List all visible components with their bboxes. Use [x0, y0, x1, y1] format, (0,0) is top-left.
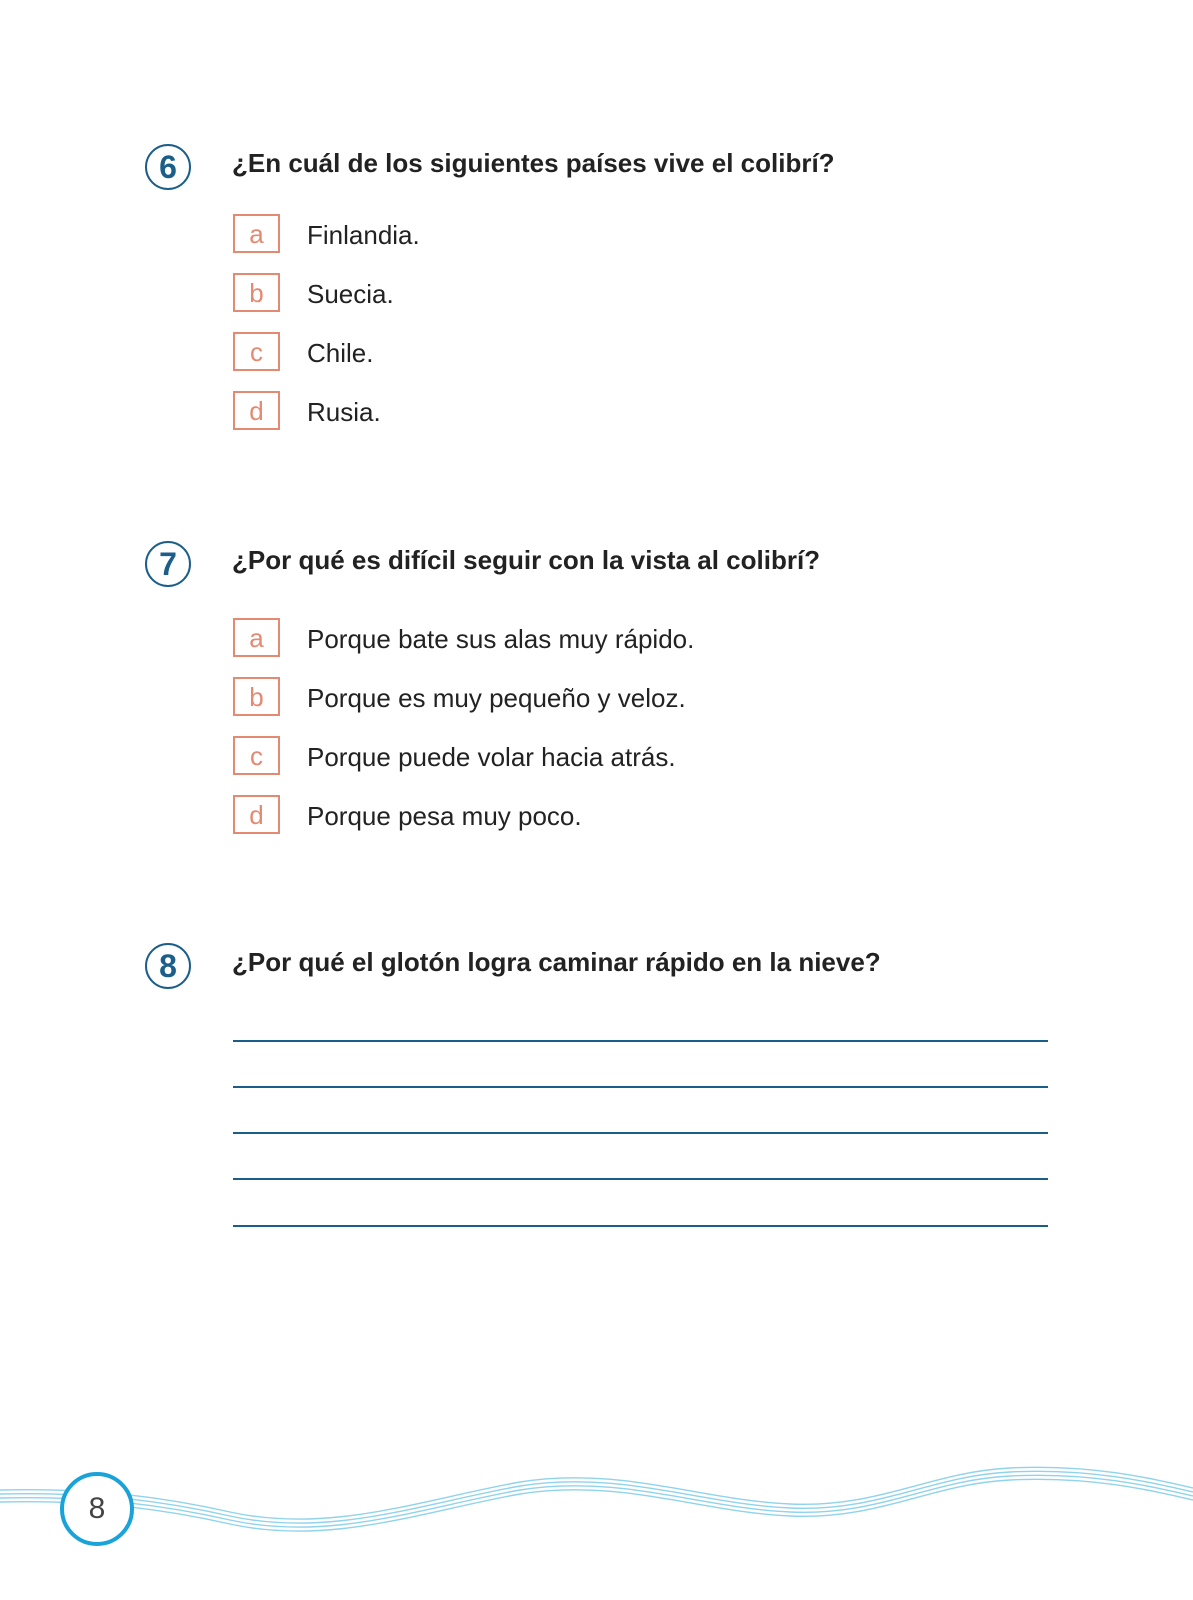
question-number: 6 [145, 144, 191, 190]
option-letter-box[interactable]: b [233, 273, 280, 312]
option-letter-box[interactable]: c [233, 736, 280, 775]
question-text: ¿Por qué es difícil seguir con la vista al colibrí? [232, 545, 821, 575]
option-letter-box[interactable]: d [233, 391, 280, 430]
option-text: Chile. [307, 338, 374, 368]
question-text: ¿Por qué el glotón logra caminar rápido en la nieve? [232, 947, 881, 977]
option-letter-box[interactable]: c [233, 332, 280, 371]
option-letter-box[interactable]: b [233, 677, 280, 716]
option-text: Finlandia. [307, 220, 420, 250]
question-number: 8 [145, 943, 191, 989]
option-letter-box[interactable]: d [233, 795, 280, 834]
answer-line[interactable] [233, 1178, 1048, 1180]
option-text: Porque puede volar hacia atrás. [307, 742, 676, 772]
option-letter-box[interactable]: a [233, 214, 280, 253]
option-text: Rusia. [307, 397, 381, 427]
answer-line[interactable] [233, 1086, 1048, 1088]
question-number: 7 [145, 541, 191, 587]
answer-line[interactable] [233, 1040, 1048, 1042]
answer-line[interactable] [233, 1132, 1048, 1134]
option-text: Suecia. [307, 279, 394, 309]
answer-line[interactable] [233, 1225, 1048, 1227]
option-letter-box[interactable]: a [233, 618, 280, 657]
option-text: Porque bate sus alas muy rápido. [307, 624, 695, 654]
question-text: ¿En cuál de los siguientes países vive el colibrí? [232, 148, 835, 178]
option-text: Porque es muy pequeño y veloz. [307, 683, 686, 713]
footer-wave-decoration [0, 1460, 1193, 1550]
page-number: 8 [60, 1472, 134, 1546]
option-text: Porque pesa muy poco. [307, 801, 582, 831]
